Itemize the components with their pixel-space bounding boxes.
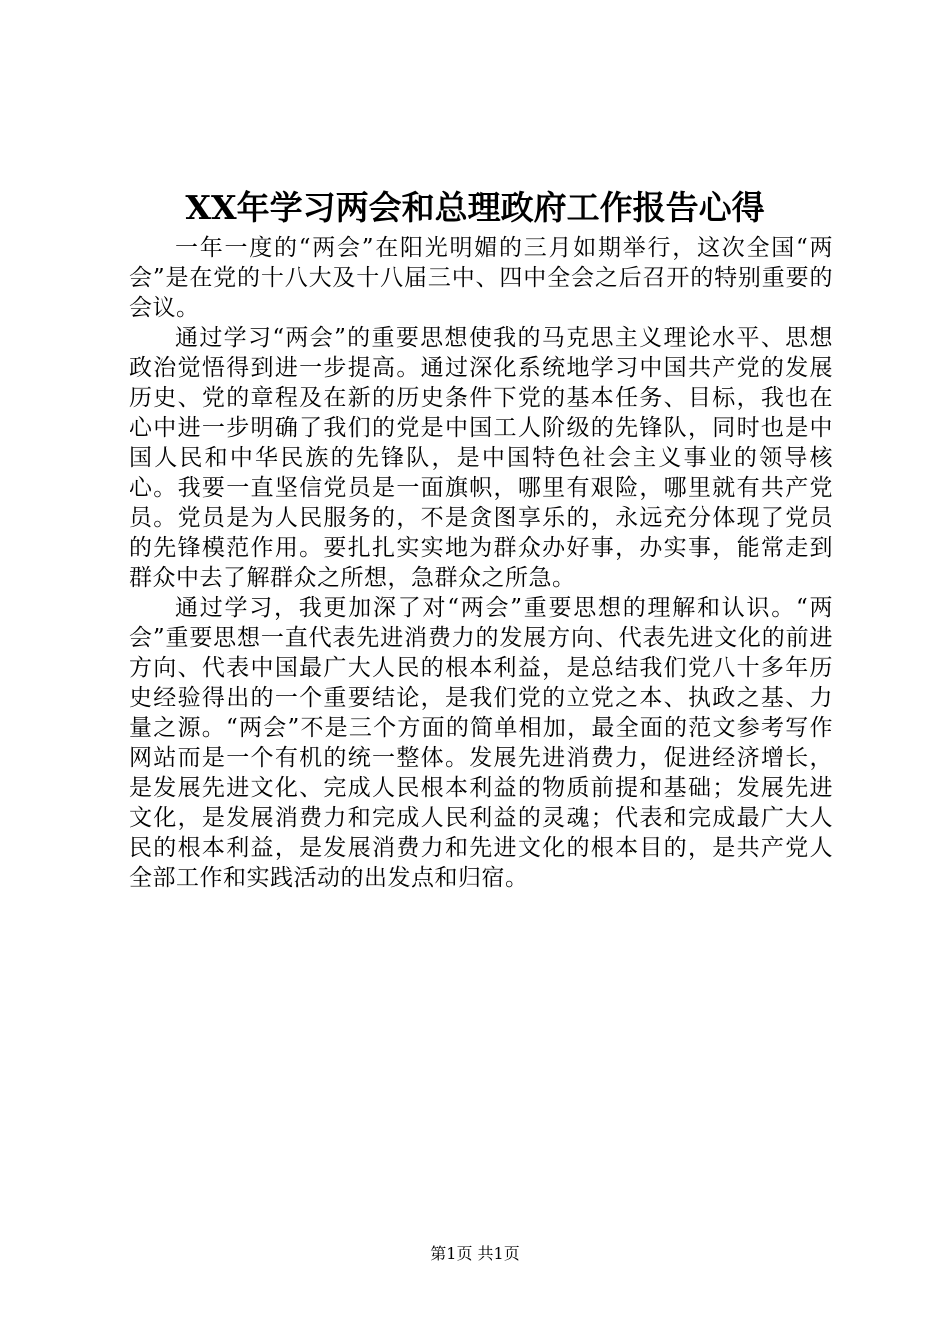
paragraph-3: 通过学习，我更加深了对“两会”重要思想的理解和认识。“两会”重要思想一直代表先进消费力的发展方向、代表先进文化的前进方向、代表中国最广大人民的根本利益，是总结我们党八十多年历史经验得出的一个重要结论，是我们党的立党之本、执政之基、力量之源。“两会”不是三个方面的简单相加，最全面的范文参考写作网站而是一个有机的统一整体。发展先进消费力，促进经济增长，是发展先进文化、完成人民根本利益的物质前提和基础；发展先进文化，是发展消费力和完成人民利益的灵魂；代表和完成最广大人民的根本利益，是发展消费力和先进文化的根本目的，是共产党人全部工作和实践活动的出发点和归宿。 xyxy=(129,595,833,891)
paragraph-2: 通过学习“两会”的重要思想使我的马克思主义理论水平、思想政治觉悟得到进一步提高。通过深化系统地学习中国共产党的发展历史、党的章程及在新的历史条件下党的基本任务、目标，我也在心中进一步明确了我们的党是中国工人阶级的先锋队，同时也是中国人民和中华民族的先锋队，是中国特色社会主义事业的领导核心。我要一直坚信党员是一面旗帜，哪里有艰险，哪里就有共产党员。党员是为人民服务的，不是贪图享乐的，永远充分体现了党员的先锋模范作用。要扎扎实实地为群众办好事，办实事，能常走到群众中去了解群众之所想，急群众之所急。 xyxy=(129,325,833,591)
document-body xyxy=(129,233,833,893)
document-title: XX年学习两会和总理政府工作报告心得 xyxy=(185,188,765,227)
paragraph-1: 一年一度的“两会”在阳光明媚的三月如期举行，这次全国“两会”是在党的十八大及十八届三中、四中全会之后召开的特别重要的会议。 xyxy=(129,235,833,321)
page-footer: 第1页 共1页 xyxy=(430,1244,520,1263)
